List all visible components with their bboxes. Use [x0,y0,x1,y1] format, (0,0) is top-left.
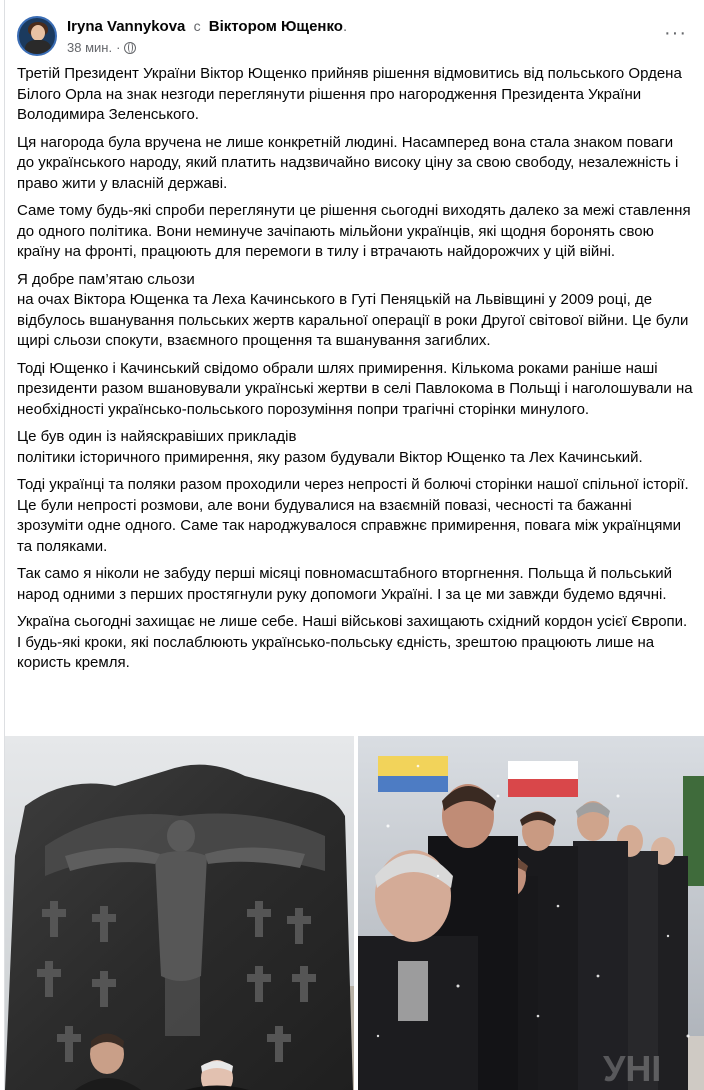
paragraph: Так само я ніколи не забуду перші місяці повномасштабного вторгнення. Польща й польський народ одними з перших простягнули руку допомоги Україні. І за це ми завжди будемо вдячні. [17,565,672,603]
post-header [17,14,697,60]
post-photos [5,736,704,1090]
paragraph: Україна сьогодні захищає не лише себе. Наші військові захищають східний кордон усієї Європи. І будь-які кроки, які послаблюють українсько-польську єдність, зрештою працюють лише на користь кремля. [17,613,688,671]
memorial-photo[interactable] [5,736,354,1090]
paragraph: Третій Президент України Віктор Ющенко прийняв рішення відмовитись від польського Ордена Білого Орла на знак незгоди переглянути рішення про нагородження Президента України Володимира Зеленського. [17,65,682,123]
paragraph: Я добре пам’ятаю сльози на очах Віктора Ющенка та Леха Качинського в Гуті Пеняцькій на Львівщині у 2009 році, де відбулось вшанування польських жертв каральної операції в роки Другої світової війни. Це були щирі сльози спокути, взаємного прощення та вшанування загиблих. [17,270,689,349]
paragraph: Тоді українці та поляки разом проходили через непрості й болючі сторінки нашої спільної історії. Це були непрості розмови, але вони будувалися на взаємній повазі, чесності та бажанні зрозуміти одне одного. Саме так народжувалося справжнє примирення, повага між українцями та поляками. [17,476,689,555]
author-name[interactable]: Iryna Vannykova [67,18,186,35]
tagged-person[interactable]: Віктором Ющенко [208,18,343,35]
paragraph: Це був один із найяскравіших прикладів політики історичного примирення, яку разом будували Віктор Ющенко та Лех Качинський. [17,428,643,466]
watermark-text: УНІ [603,1048,662,1089]
paragraph: Ця нагорода була вручена не лише конкретній людині. Насамперед вона стала знаком поваги до українського народу, який платить надзвичайно високу ціну за свою свободу, незалежність і право жити у власній державі. [17,133,679,192]
paragraph: Тоді Ющенко і Качинський свідомо обрали шлях примирення. Кількома роками раніше наші президенти разом вшановували українські жертви в селі Павлокома в Польщі і наголошували на необхідності українсько-польського порозуміння попри трагічні сторінки минулого. [17,359,693,418]
tagged-suffix: . [342,18,348,35]
paragraph: Саме тому будь-які спроби переглянути це рішення сьогодні виходять далеко за межі ставлення до одного політика. Вони неминуче зачіпають мільйони українців, які щодня боронять свою країну на фронті, працюють для перемоги в тилу і втрачають найдорожчих у цій війні. [17,202,691,260]
post-author-line [67,18,347,35]
ceremony-photo[interactable] [358,736,704,1090]
post-time[interactable]: 38 мин. [67,40,113,55]
globe-icon[interactable] [124,42,136,54]
facebook-post [4,0,704,1090]
post-meta [67,40,136,55]
with-word: с [193,18,201,34]
author-avatar[interactable] [17,16,57,56]
meta-dot: · [116,40,121,55]
more-options-button[interactable]: ··· [664,22,687,44]
post-text [17,64,693,681]
